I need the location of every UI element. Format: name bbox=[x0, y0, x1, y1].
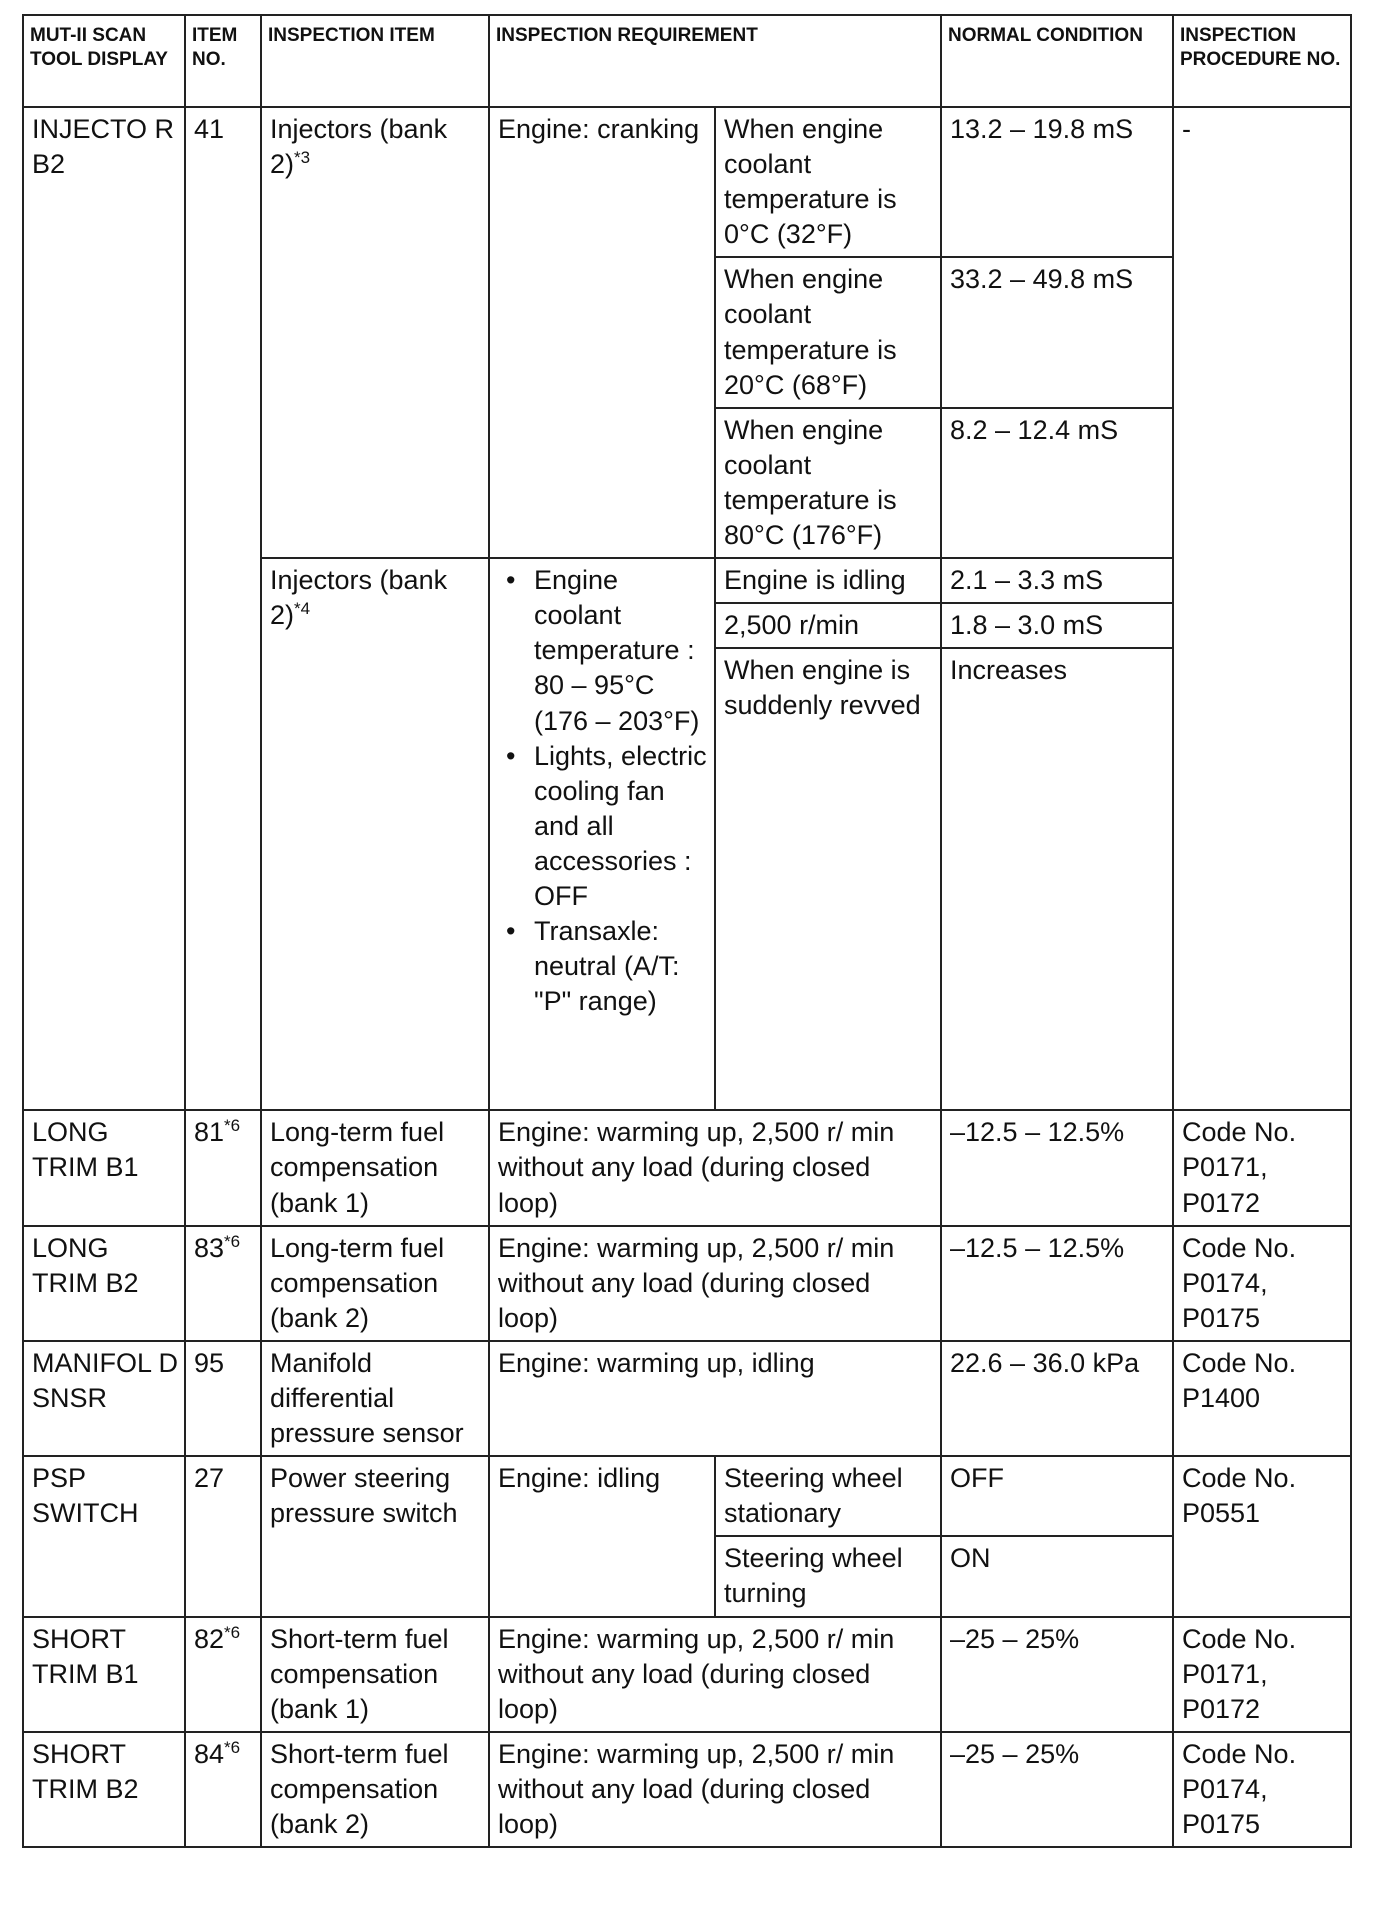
footnote-mark: *3 bbox=[294, 148, 311, 168]
inspection-table bbox=[22, 14, 1352, 1848]
condition-cell: Steering wheel turning bbox=[715, 1536, 941, 1616]
normal-cell: –12.5 – 12.5% bbox=[941, 1226, 1173, 1341]
requirement-cell: Engine: warming up, 2,500 r/ min without any load (during closed loop) bbox=[489, 1226, 941, 1341]
footnote-mark: *6 bbox=[224, 1737, 241, 1757]
bullet-item: • Transaxle: neutral (A/T: "P" range) bbox=[498, 914, 708, 1019]
display-cell: PSP SWITCH bbox=[23, 1456, 185, 1616]
header-procedure-no: INSPECTION PROCEDURE NO. bbox=[1173, 15, 1351, 107]
condition-cell: When engine coolant temperature is 20°C (68°F) bbox=[715, 257, 941, 407]
display-cell: SHORT TRIM B1 bbox=[23, 1617, 185, 1732]
requirement-cell: Engine: warming up, 2,500 r/ min without any load (during closed loop) bbox=[489, 1617, 941, 1732]
footnote-mark: *4 bbox=[294, 599, 311, 619]
condition-cell: 2,500 r/min bbox=[715, 603, 941, 648]
inspection-item-cell: Short-term fuel compensation (bank 2) bbox=[261, 1732, 489, 1847]
requirement-cell: Engine: warming up, 2,500 r/ min without any load (during closed loop) bbox=[489, 1732, 941, 1847]
item-text: Injectors (bank 2) bbox=[270, 565, 448, 631]
condition-cell: When engine is suddenly revved bbox=[715, 648, 941, 1110]
condition-cell: When engine coolant temperature is 80°C (176°F) bbox=[715, 408, 941, 558]
condition-cell: Engine is idling bbox=[715, 558, 941, 603]
item-no-text: 82 bbox=[194, 1623, 225, 1654]
table-row bbox=[23, 1617, 1351, 1732]
display-cell: LONG TRIM B1 bbox=[23, 1110, 185, 1225]
spec-page bbox=[22, 14, 1350, 1848]
header-inspection-requirement: INSPECTION REQUIREMENT bbox=[489, 15, 941, 107]
requirement-bullets bbox=[498, 563, 708, 1019]
item-no-cell bbox=[185, 1110, 261, 1225]
procedure-cell: Code No. P0174, P0175 bbox=[1173, 1226, 1351, 1341]
inspection-item-cell: Long-term fuel compensation (bank 1) bbox=[261, 1110, 489, 1225]
normal-cell: –25 – 25% bbox=[941, 1617, 1173, 1732]
item-no-text: 81 bbox=[194, 1117, 225, 1148]
header-display: MUT-II SCAN TOOL DISPLAY bbox=[23, 15, 185, 107]
item-text: Injectors (bank 2) bbox=[270, 114, 448, 180]
procedure-cell: Code No. P0174, P0175 bbox=[1173, 1732, 1351, 1847]
item-no-cell bbox=[185, 1617, 261, 1732]
footnote-mark: *6 bbox=[224, 1622, 241, 1642]
item-no-cell: 95 bbox=[185, 1341, 261, 1456]
display-cell: MANIFOL D SNSR bbox=[23, 1341, 185, 1456]
requirement-cell: Engine: warming up, idling bbox=[489, 1341, 941, 1456]
requirement-cell: Engine: idling bbox=[489, 1456, 715, 1616]
display-cell: INJECTO R B2 bbox=[23, 107, 185, 1110]
item-no-cell: 27 bbox=[185, 1456, 261, 1616]
normal-cell: 33.2 – 49.8 mS bbox=[941, 257, 1173, 407]
table-row bbox=[23, 1456, 1351, 1536]
header-row bbox=[23, 15, 1351, 107]
procedure-cell: Code No. P0171, P0172 bbox=[1173, 1617, 1351, 1732]
table-row bbox=[23, 1341, 1351, 1456]
inspection-item-cell: Manifold differential pressure sensor bbox=[261, 1341, 489, 1456]
footnote-mark: *6 bbox=[224, 1116, 241, 1136]
display-cell: LONG TRIM B2 bbox=[23, 1226, 185, 1341]
normal-cell: Increases bbox=[941, 648, 1173, 1110]
item-no-cell: 41 bbox=[185, 107, 261, 1110]
procedure-cell: Code No. P0551 bbox=[1173, 1456, 1351, 1616]
item-no-cell bbox=[185, 1732, 261, 1847]
normal-cell: OFF bbox=[941, 1456, 1173, 1536]
header-normal-condition: NORMAL CONDITION bbox=[941, 15, 1173, 107]
inspection-item-cell bbox=[261, 107, 489, 558]
procedure-cell: Code No. P1400 bbox=[1173, 1341, 1351, 1456]
table-row bbox=[23, 1110, 1351, 1225]
item-no-text: 84 bbox=[194, 1738, 225, 1769]
procedure-cell: - bbox=[1173, 107, 1351, 1110]
header-inspection-item: INSPECTION ITEM bbox=[261, 15, 489, 107]
bullet-item: • Lights, electric cooling fan and all accessories : OFF bbox=[498, 739, 708, 914]
table-row bbox=[23, 107, 1351, 257]
display-cell: SHORT TRIM B2 bbox=[23, 1732, 185, 1847]
normal-cell: 8.2 – 12.4 mS bbox=[941, 408, 1173, 558]
requirement-cell: Engine: cranking bbox=[489, 107, 715, 558]
normal-cell: 13.2 – 19.8 mS bbox=[941, 107, 1173, 257]
inspection-item-cell: Power steering pressure switch bbox=[261, 1456, 489, 1616]
normal-cell: –12.5 – 12.5% bbox=[941, 1110, 1173, 1225]
condition-cell: When engine coolant temperature is 0°C (32°F) bbox=[715, 107, 941, 257]
table-row bbox=[23, 1226, 1351, 1341]
normal-cell: –25 – 25% bbox=[941, 1732, 1173, 1847]
requirement-cell: Engine: warming up, 2,500 r/ min without any load (during closed loop) bbox=[489, 1110, 941, 1225]
footnote-mark: *6 bbox=[224, 1231, 241, 1251]
inspection-item-cell: Long-term fuel compensation (bank 2) bbox=[261, 1226, 489, 1341]
inspection-item-cell bbox=[261, 558, 489, 1110]
normal-cell: ON bbox=[941, 1536, 1173, 1616]
requirement-cell bbox=[489, 558, 715, 1110]
inspection-item-cell: Short-term fuel compensation (bank 1) bbox=[261, 1617, 489, 1732]
table-row bbox=[23, 1732, 1351, 1847]
procedure-cell: Code No. P0171, P0172 bbox=[1173, 1110, 1351, 1225]
condition-cell: Steering wheel stationary bbox=[715, 1456, 941, 1536]
item-no-text: 83 bbox=[194, 1232, 225, 1263]
header-item-no: ITEM NO. bbox=[185, 15, 261, 107]
bullet-item: • Engine coolant temperature : 80 – 95°C (176 – 203°F) bbox=[498, 563, 708, 738]
item-no-cell bbox=[185, 1226, 261, 1341]
normal-cell: 22.6 – 36.0 kPa bbox=[941, 1341, 1173, 1456]
normal-cell: 1.8 – 3.0 mS bbox=[941, 603, 1173, 648]
normal-cell: 2.1 – 3.3 mS bbox=[941, 558, 1173, 603]
